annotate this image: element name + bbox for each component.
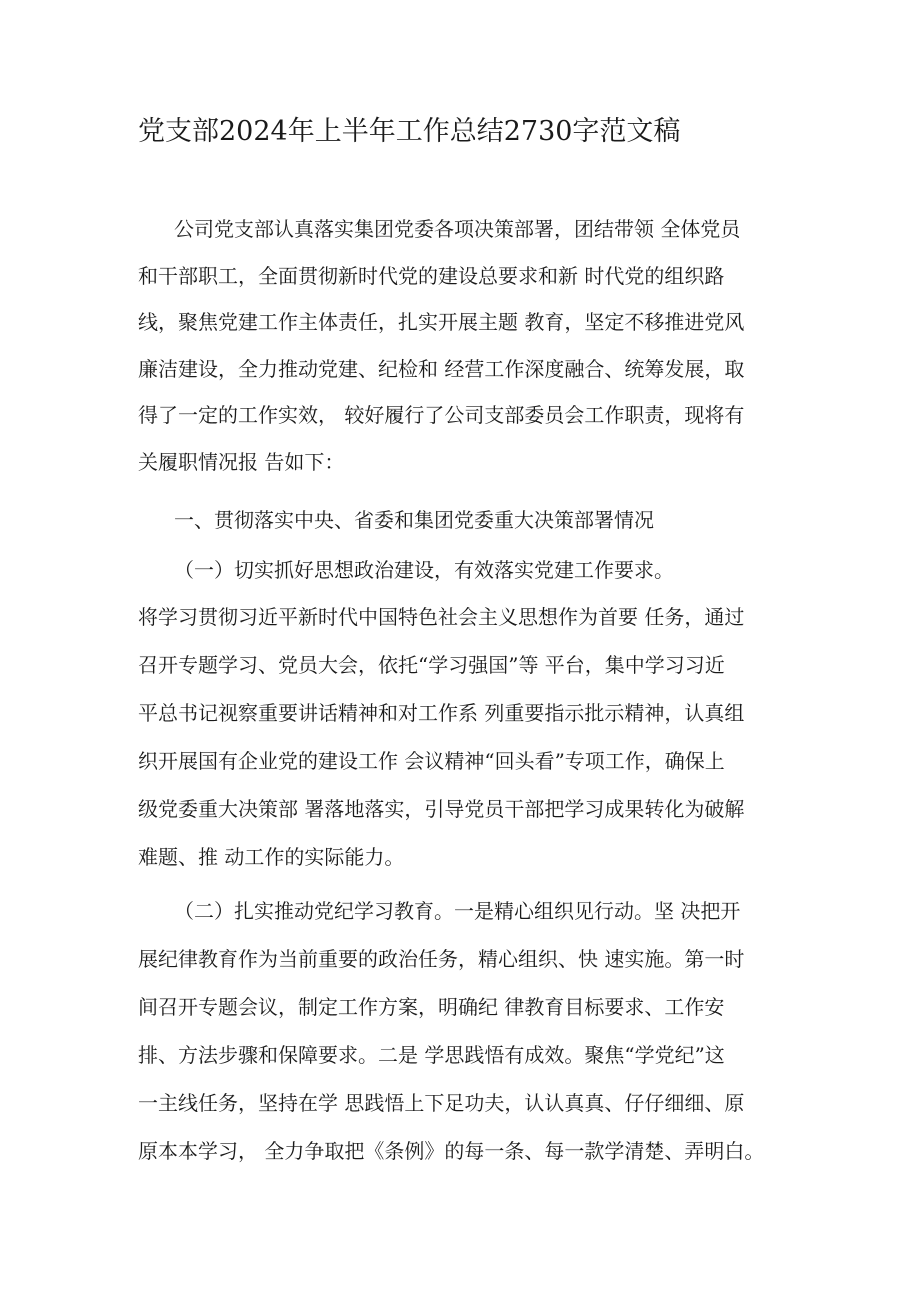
body-line: 将学习贯彻习近平新时代中国特色社会主义思想作为首要 任务，通过 bbox=[138, 605, 745, 629]
body-line: 织开展国有企业党的建设工作 会议精神“回头看”专项工作，确保上 bbox=[138, 749, 725, 773]
subsection-heading: （一）切实抓好思想政治建设，有效落实党建工作要求。 bbox=[174, 558, 674, 582]
body-line: 廉洁建设，全力推动党建、纪检和 经营工作深度融合、统筹发展，取 bbox=[138, 357, 745, 381]
body-line: 和干部职工，全面贯彻新时代党的建设总要求和新 时代党的组织路 bbox=[138, 264, 725, 288]
body-line: 排、方法步骤和保障要求。二是 学思践悟有成效。聚焦“学党纪”这 bbox=[138, 1043, 725, 1067]
body-line: 得了一定的工作实效， 较好履行了公司支部委员会工作职责，现将有 bbox=[138, 403, 745, 427]
document-title: 党支部2024年上半年工作总结2730字范文稿 bbox=[138, 116, 681, 147]
body-line: 平总书记视察重要讲话精神和对工作系 列重要指示批示精神，认真组 bbox=[138, 701, 745, 725]
body-line: 原本本学习， 全力争取把《条例》的每一条、每一款学清楚、弄明白。 bbox=[138, 1139, 765, 1163]
body-line: 级党委重大决策部 署落地落实，引导党员干部把学习成果转化为破解 bbox=[138, 797, 745, 821]
body-line: 关履职情况报 告如下： bbox=[138, 450, 345, 474]
body-line: 一主线任务，坚持在学 思践悟上下足功夫，认认真真、仔仔细细、原 bbox=[138, 1091, 745, 1115]
section-heading: 一、贯彻落实中央、省委和集团党委重大决策部署情况 bbox=[174, 508, 654, 532]
body-line: 展纪律教育作为当前重要的政治任务，精心组织、快 速实施。第一时 bbox=[138, 947, 745, 971]
body-line: 间召开专题会议，制定工作方案，明确纪 律教育目标要求、工作安 bbox=[138, 995, 725, 1019]
body-line: 召开专题学习、党员大会，依托“学习强国”等 平台，集中学习习近 bbox=[138, 653, 725, 677]
body-line: 难题、推 动工作的实际能力。 bbox=[138, 845, 405, 869]
subsection-heading: （二）扎实推动党纪学习教育。一是精心组织见行动。坚 决把开 bbox=[174, 899, 741, 923]
body-line: 公司党支部认真落实集团党委各项决策部署，团结带领 全体党员 bbox=[174, 217, 741, 241]
body-line: 线，聚焦党建工作主体责任，扎实开展主题 教育，坚定不移推进党风 bbox=[138, 310, 745, 334]
